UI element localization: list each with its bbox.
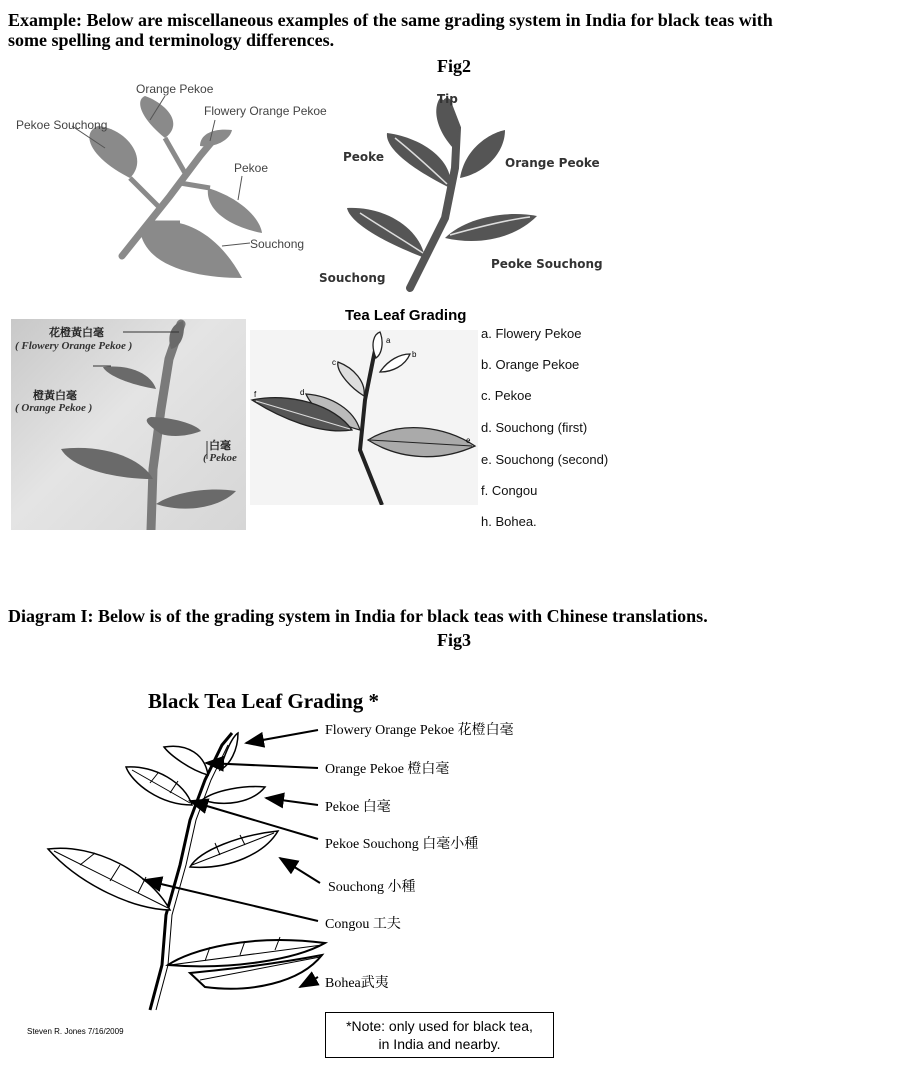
diagram-b-leaf-orange-peoke	[460, 130, 505, 178]
diagram-b-label-peoke-souchong: Peoke Souchong	[491, 257, 603, 271]
diagram-a-label-orange-pekoe: Orange Pekoe	[136, 82, 214, 96]
diagram-c-leaf-op	[103, 366, 156, 389]
diagram-b-label-orange-peoke: Orange Peoke	[505, 156, 600, 170]
diagram1-label-flowery-orange-pekoe: Flowery Orange Pekoe 花橙白毫	[325, 723, 514, 738]
diagram1-label-congou: Congou 工夫	[325, 917, 401, 932]
grade-item-f: f. Congou	[481, 483, 538, 498]
diagram-a-branch-2	[165, 138, 185, 173]
diagram-b	[315, 88, 615, 293]
arrow-orange-pekoe	[206, 763, 318, 768]
diagram1-label-bohea: Bohea武夷	[325, 976, 389, 991]
diagram-a-branch-3	[180, 183, 210, 188]
diagram-d-leaf-c	[338, 362, 364, 396]
diagram-a-leaf-flowery	[200, 130, 232, 147]
diagram-d-letter-e: e	[466, 436, 471, 445]
diagram-d-letter-d: d	[300, 388, 305, 397]
diagram-d-leaf-e	[368, 428, 475, 457]
diagram-c-leaf-fop	[169, 321, 184, 349]
arrow-pekoe-souchong	[190, 801, 318, 839]
fig3-caption: Fig3	[437, 630, 471, 650]
arrow-pekoe	[266, 798, 318, 805]
intro-line-2: some spelling and terminology differences.	[8, 30, 335, 50]
intro-text	[8, 10, 903, 50]
diagram-a-label-flowery-orange-pekoe: Flowery Orange Pekoe	[204, 104, 327, 118]
diagram-c-leaf-lower	[156, 490, 236, 509]
diagram-a-label-pekoe: Pekoe	[234, 161, 269, 175]
diagram-a-branch-1	[130, 178, 160, 208]
diagram-c	[11, 319, 246, 530]
diagram-d-leaf-b	[380, 354, 410, 372]
diagram1-label-pekoe: Pekoe 白毫	[325, 800, 391, 815]
diagram-c-leaf-big	[61, 448, 153, 479]
arrow-flowery-orange-pekoe	[246, 730, 318, 743]
diagram-a	[10, 78, 340, 288]
intro-line-1: Example: Below are miscellaneous examples of the same grading system in India for black teas with	[8, 10, 773, 30]
diagram1-note	[325, 1012, 554, 1058]
grade-item-h: h. Bohea.	[481, 514, 537, 529]
diagram-c-label-fop-cn: 花橙黃白毫	[49, 326, 104, 339]
diagram-c-label-p-en: ( Pekoe	[203, 452, 237, 464]
diagram1-title: Black Tea Leaf Grading *	[148, 689, 380, 713]
diagram-b-label-tip: Tip	[437, 92, 458, 106]
diagram1-label-pekoe-souchong: Pekoe Souchong 白毫小種	[325, 837, 479, 852]
arrow-congou	[144, 880, 318, 921]
fig2-caption: Fig2	[437, 56, 471, 76]
diagram-b-leaf-souchong	[347, 208, 425, 258]
diagram-d-illustration	[250, 330, 478, 505]
diagram-d-svg	[250, 330, 478, 505]
diagram-c-label-op-en: ( Orange Pekoe )	[15, 402, 93, 414]
diagram-d-letter-a: a	[386, 336, 391, 345]
diagram-c-label-fop-en: ( Flowery Orange Pekoe )	[15, 340, 133, 352]
grade-item-a: a. Flowery Pekoe	[481, 326, 582, 341]
diagram-b-label-peoke: Peoke	[343, 150, 384, 164]
diagram-a-leaf-pekoe-souchong	[89, 126, 137, 178]
diagram-c-label-p-cn: 白毫	[209, 439, 231, 452]
diagram1-label-souchong: Souchong 小種	[328, 880, 416, 895]
grade-item-c: c. Pekoe	[481, 388, 532, 403]
diagram-a-pointer-4	[238, 176, 242, 200]
diagram1-label-orange-pekoe: Orange Pekoe 橙白毫	[325, 762, 450, 777]
diagram-a-label-souchong: Souchong	[250, 237, 305, 251]
arrow-souchong	[280, 858, 320, 883]
diagram-a-pointer-5	[222, 243, 250, 246]
diagram-a-label-pekoe-souchong: Pekoe Souchong	[16, 118, 108, 132]
diagram-d-letter-c: c	[332, 358, 336, 367]
diagram-c-label-op-cn: 橙黃白毫	[33, 389, 77, 402]
diagram-d-title: Tea Leaf Grading	[345, 307, 467, 324]
diagram1-signature: Steven R. Jones 7/16/2009	[27, 1027, 124, 1036]
diagram1-heading: Diagram I: Below is of the grading system in India for black teas with Chinese translations.	[8, 606, 708, 626]
diagram1-arrows	[0, 715, 910, 1015]
diagram-a-leaf-orange-pekoe	[140, 96, 173, 138]
arrow-bohea	[300, 977, 318, 987]
diagram-d-letter-f: f	[254, 390, 257, 399]
diagram-d-leaf-a	[373, 332, 382, 358]
diagram1-note-line-2: in India and nearby.	[378, 1036, 501, 1052]
diagram1-note-line-1: *Note: only used for black tea,	[346, 1018, 533, 1034]
diagram-a-leaf-souchong	[140, 222, 242, 278]
diagram-d-letter-b: b	[412, 350, 417, 359]
diagram-b-leaf-peoke	[387, 133, 451, 188]
diagram-b-label-souchong: Souchong	[319, 271, 386, 285]
diagram-a-leaf-pekoe	[208, 188, 262, 233]
grade-item-b: b. Orange Pekoe	[481, 357, 580, 372]
grade-item-e: e. Souchong (second)	[481, 452, 609, 467]
grade-item-d: d. Souchong (first)	[481, 420, 588, 435]
diagram-d-stem	[360, 336, 382, 505]
